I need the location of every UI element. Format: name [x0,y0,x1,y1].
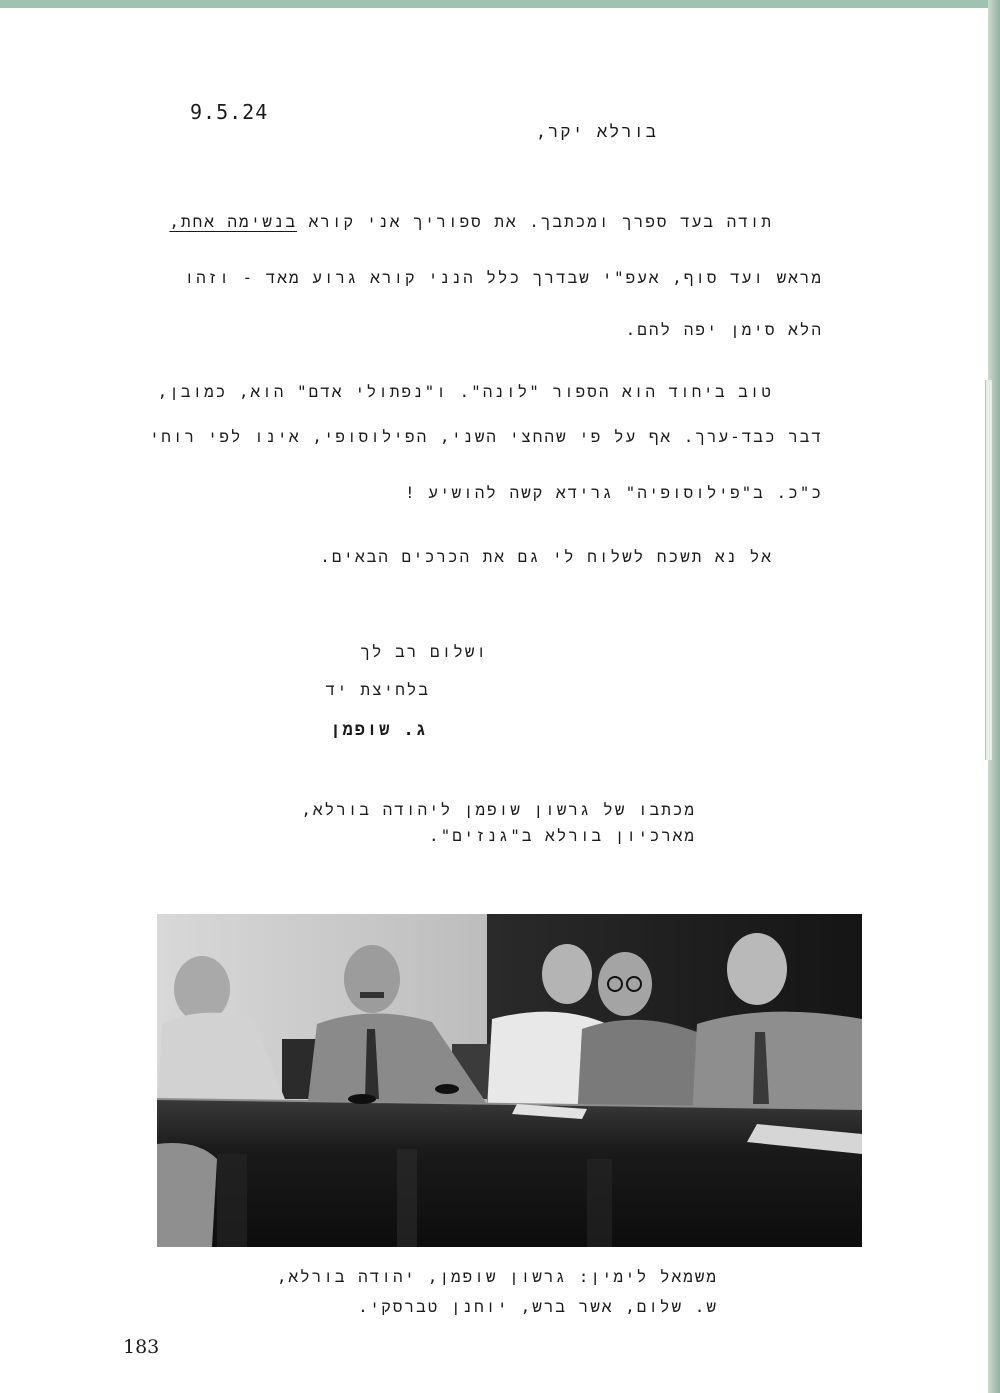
letter-closing-handshake: בלחיצת יד [325,680,430,699]
letter-line-text: תודה בעד ספרך ומכתבך. את ספוריך אני קורא [308,212,773,231]
group-photograph [157,914,862,1247]
photo-caption-line: ש. שלום, אשר ברש, יוחנן טברסקי. [358,1297,718,1316]
letter-line: אל נא תשכח לשלוח לי גם את הכרכים הבאים. [320,547,773,566]
page-number: 183 [123,1336,160,1358]
underlined-phrase: בנשימה אחת, [169,212,298,231]
photo-illustration [157,914,862,1247]
letter-greeting: בורלא יקר, [535,122,658,142]
letter-line [169,212,773,232]
letter-line: טוב ביחוד הוא הספור "לונה". ו"נפתולי אדם" הוא, כמובן, [157,382,773,401]
letter-caption-line: מכתבו של גרשון שופמן ליהודה בורלא, [301,800,696,819]
letter-closing: ושלום רב לך [360,642,488,661]
letter-line: כ"כ. ב"פילוסופיה" גרידא קשה להושיע ! [405,483,823,502]
photo-caption-line: משמאל לימין: גרשון שופמן, יהודה בורלא, [276,1267,718,1286]
letter-line: דבר כבד-ערך. אף על פי שהחצי השני, הפילוסופי, אינו לפי רוחי [149,427,823,446]
letter-caption-line: מארכיון בורלא ב"גנזים". [429,826,696,845]
letter-signature: ג. שופמן [330,720,428,740]
letter-line: מראש ועד סוף, אעפ"י שבדרך כלל הנני קורא גרוע מאד - וזהו [184,268,823,287]
letter-line: הלא סימן יפה להם. [625,320,823,339]
letter-date: 9.5.24 [190,100,269,124]
